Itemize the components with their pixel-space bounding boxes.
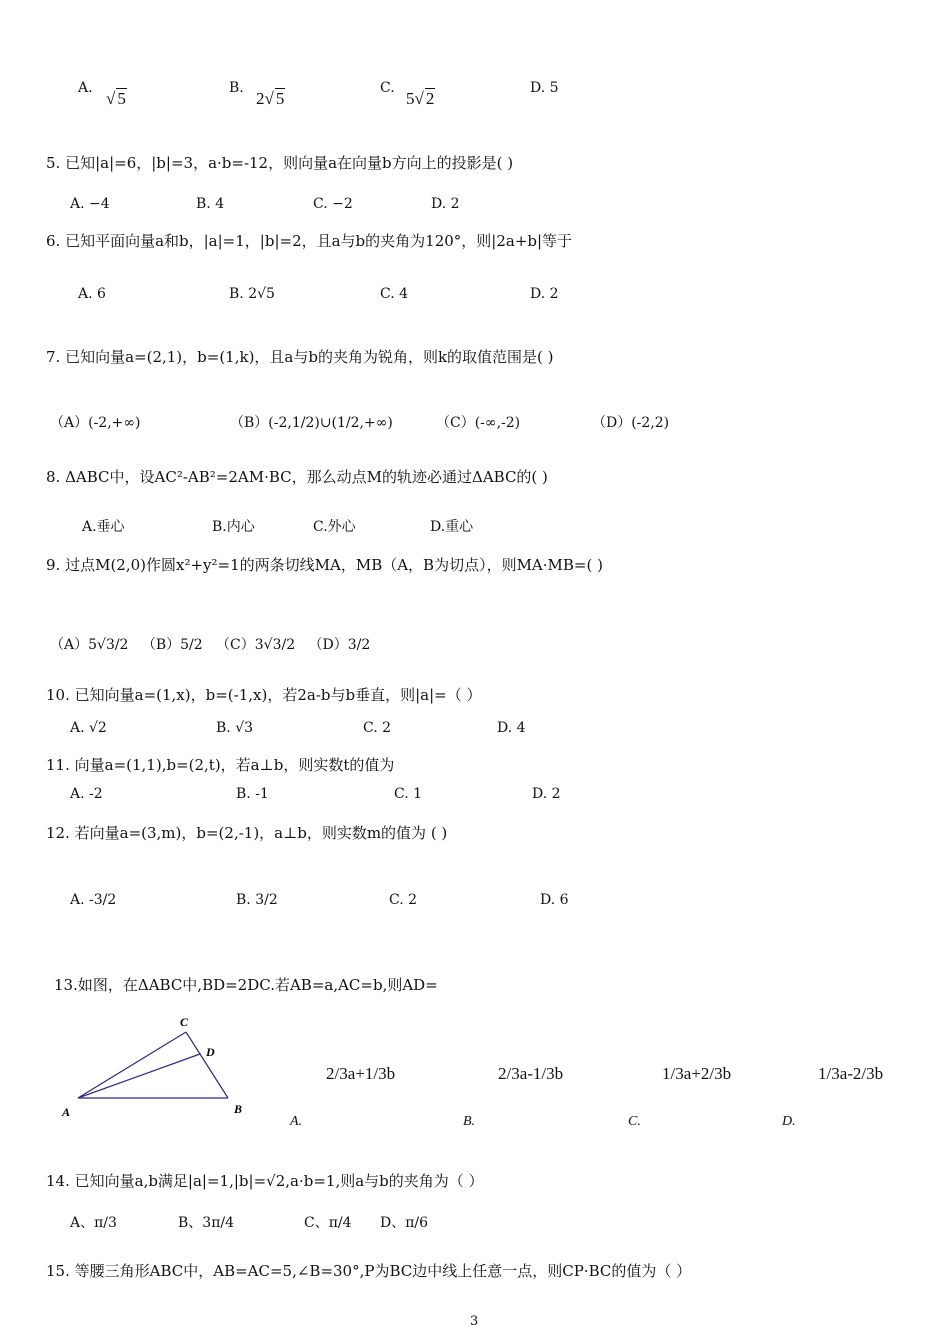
q13-label-a: A <box>62 1105 71 1119</box>
q6-option-c: C. 4 <box>380 286 409 302</box>
q13-option-b-expr: 2/3a-1/3b <box>498 1064 564 1083</box>
q5-option-b: B. 4 <box>196 196 225 212</box>
q11-stem: 11. 向量a=(1,1),b=(2,t)，若a⊥b，则实数t的值为 <box>46 756 395 774</box>
q4-option-a: A. <box>78 80 93 96</box>
q13-stem: 13.如图，在ΔABC中,BD=2DC.若AB=a,AC=b,则AD= <box>54 976 438 994</box>
q13-option-d-expr: 1/3a-2/3b <box>818 1064 884 1083</box>
q7-option-b: （B）(-2,1/2)∪(1/2,+∞) <box>230 415 393 431</box>
q8-option-d: D.重心 <box>430 519 474 535</box>
q12-option-c: C. 2 <box>389 892 418 908</box>
q9-option-a: （A）5√3/2 <box>50 637 129 653</box>
q12-stem: 12. 若向量a=(3,m)，b=(2,-1)，a⊥b，则实数m的值为 ( ) <box>46 824 448 842</box>
q10-stem: 10. 已知向量a=(1,x)，b=(-1,x)，若2a-b与b垂直，则|a|=（ ） <box>46 686 482 704</box>
page-number: 3 <box>470 1314 479 1329</box>
q13-label-d: D <box>206 1045 215 1059</box>
q8-stem: 8. ΔABC中，设AC²-AB²=2AM·BC，那么动点M的轨迹必通过ΔABC的( ) <box>46 468 548 486</box>
q6-stem: 6. 已知平面向量a和b，|a|=1，|b|=2，且a与b的夹角为120°，则|2a+b|等于 <box>46 232 573 250</box>
q14-option-a: A、π/3 <box>70 1215 117 1231</box>
q15-stem: 15. 等腰三角形ABC中，AB=AC=5,∠B=30°,P为BC边中线上任意一点，则CP·BC的值为（ ） <box>46 1262 692 1280</box>
q9-option-b: （B）5/2 <box>141 637 203 653</box>
q12-option-b: B. 3/2 <box>236 892 278 908</box>
q11-option-d: D. 2 <box>532 786 561 802</box>
q13-option-d-letter: D. <box>782 1114 796 1129</box>
q12-option-a: A. -3/2 <box>70 892 117 908</box>
q5-option-d: D. 2 <box>431 196 460 212</box>
q8-option-c: C.外心 <box>313 519 356 535</box>
q5-stem: 5. 已知|a|=6，|b|=3，a·b=-12，则向量a在向量b方向上的投影是( ) <box>46 154 514 172</box>
q5-option-c: C. −2 <box>313 196 353 212</box>
q6-option-a: A. 6 <box>78 286 106 302</box>
q13-triangle-figure <box>56 1012 256 1122</box>
q11-option-b: B. -1 <box>236 786 269 802</box>
q14-option-d: D、π/6 <box>380 1215 429 1231</box>
q10-option-b: B. √3 <box>216 720 254 736</box>
q13-option-c-letter: C. <box>628 1114 641 1129</box>
q7-stem: 7. 已知向量a=(2,1)，b=(1,k)，且a与b的夹角为锐角，则k的取值范围是( ) <box>46 348 554 366</box>
q14-option-c: C、π/4 <box>304 1215 352 1231</box>
q4-option-b: B. <box>229 80 244 96</box>
q9-options <box>50 634 370 654</box>
q5-option-a: A. −4 <box>70 196 110 212</box>
q4-option-c-value: 5√ 2 <box>406 89 435 108</box>
q13-option-a-expr: 2/3a+1/3b <box>326 1064 396 1083</box>
q6-option-b: B. 2√5 <box>229 286 275 302</box>
q9-option-d: （D）3/2 <box>308 637 371 653</box>
q8-option-b: B.内心 <box>212 519 255 535</box>
q4-option-d: D. 5 <box>530 80 559 96</box>
q10-option-c: C. 2 <box>363 720 392 736</box>
q12-option-d: D. 6 <box>540 892 569 908</box>
q14-option-b: B、3π/4 <box>178 1215 235 1231</box>
q9-option-c: （C）3√3/2 <box>216 637 296 653</box>
q13-label-b: B <box>234 1102 243 1116</box>
q13-option-a-letter: A. <box>290 1114 303 1129</box>
q13-option-b-letter: B. <box>463 1114 476 1129</box>
q6-option-d: D. 2 <box>530 286 559 302</box>
q11-option-a: A. -2 <box>70 786 103 802</box>
q7-option-d: （D）(-2,2) <box>592 415 670 431</box>
q9-stem: 9. 过点M(2,0)作圆x²+y²=1的两条切线MA，MB（A，B为切点），则MA·MB=( ) <box>46 556 603 574</box>
q8-option-a: A.垂心 <box>82 519 125 535</box>
q10-option-a: A. √2 <box>70 720 107 736</box>
q7-option-c: （C）(-∞,-2) <box>436 415 521 431</box>
q4-option-b-value: 2√ 5 <box>256 89 285 108</box>
q11-option-c: C. 1 <box>394 786 423 802</box>
q4-option-a-value: √ 5 <box>106 89 126 108</box>
q13-label-c: C <box>180 1015 189 1029</box>
q4-option-c: C. <box>380 80 395 96</box>
q10-option-d: D. 4 <box>497 720 526 736</box>
q7-option-a: （A）(-2,+∞) <box>50 415 141 431</box>
q14-stem: 14. 已知向量a,b满足|a|=1,|b|=√2,a·b=1,则a与b的夹角为（ ） <box>46 1172 484 1190</box>
q13-option-c-expr: 1/3a+2/3b <box>662 1064 732 1083</box>
